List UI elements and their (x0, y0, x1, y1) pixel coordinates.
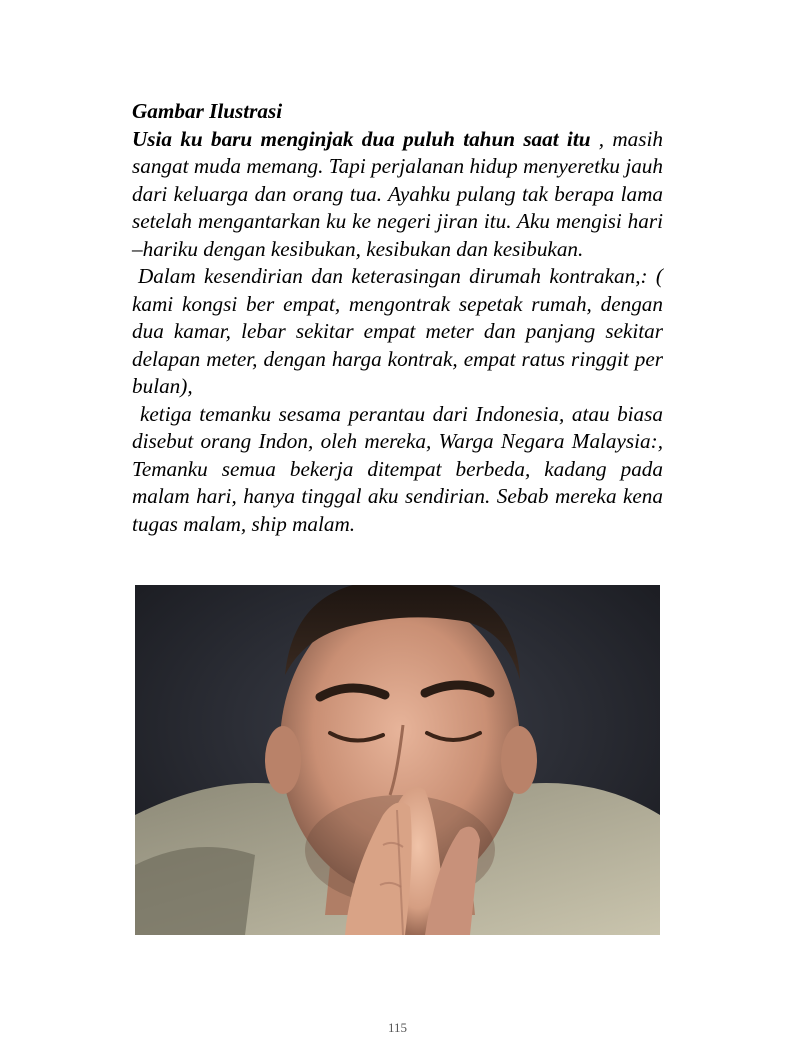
page-number: 115 (387, 1020, 408, 1035)
paragraph-1-body: , masih sangat muda memang. Tapi perjalanan hidup menyeretku jauh dari keluarga dan orang tua. Ayahku pulang tak berapa lama setelah mengantarkan ku ke negeri jiran itu. Aku mengisi hari –hariku dengan kesibukan, kesibukan dan kesibukan. (132, 126, 663, 261)
paragraph-1-lead: Usia ku baru menginjak dua puluh tahun saat itu (132, 126, 591, 151)
paragraph-3: ketiga temanku sesama perantau dari Indonesia, atau biasa disebut orang Indon, oleh mereka, Warga Negara Malaysia:, Temanku semua bekerja ditempat berbeda, kadang pada malam hari, hanya tinggal aku sendirian. Sebab mereka kena tugas malam, ship malam. (132, 401, 663, 536)
illustration-heading: Gambar Ilustrasi (132, 99, 283, 123)
paragraph-1 (132, 126, 663, 264)
paragraph-2: Dalam kesendirian dan keterasingan dirumah kontrakan,: ( kami kongsi ber empat, mengontrak sepetak rumah, dengan dua kamar, lebar sekitar empat meter dan panjang sekitar delapan meter, dengan harga kontrak, empat ratus ringgit per bulan), (132, 264, 663, 398)
illustration-photo (135, 585, 660, 935)
body-text (132, 98, 663, 538)
